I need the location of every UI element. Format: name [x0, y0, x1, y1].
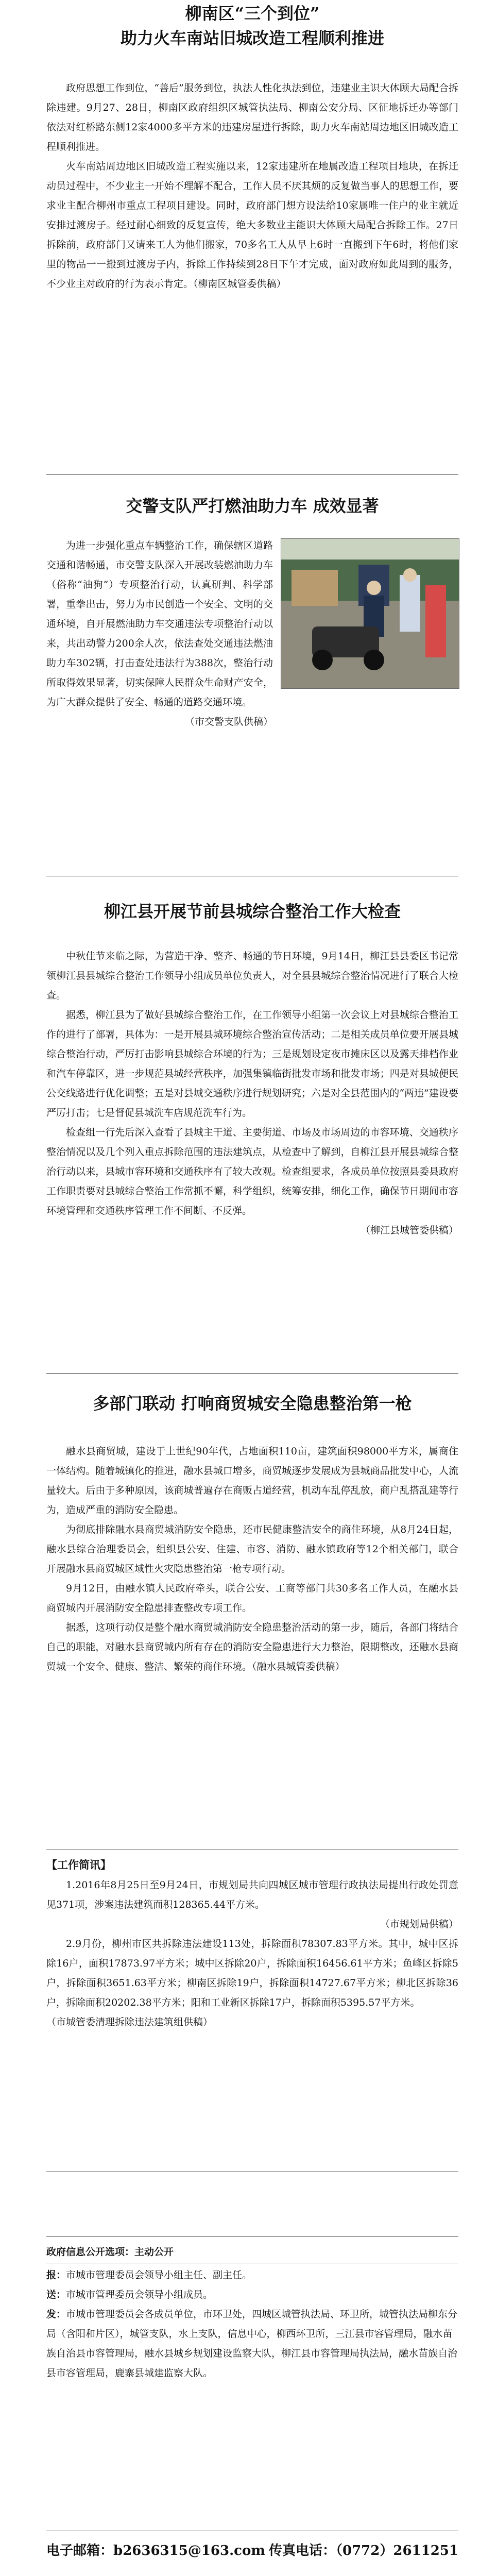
send-value: 市城市管理委员会领导小组成员。 [66, 2289, 213, 2300]
article3-source: （柳江县城管委供稿） [360, 1225, 458, 1236]
article3-paragraph: 检查组一行先后深入查看了县城主干道、主要街道、市场及市场周边的市容环境、交通秩序整治情况以及几个列入重点拆除范围的违法建筑点，从检查中了解到，自柳江县开展县城综合整治行动以来，县城市容环境和交通秩序有了较大改观。检查组要求，各成员单位按照县委县政府工作职责要对县城综合整治工作常抓不懈，科学组织，统筹安排，细化工作，确保节日期间市容环境管理和交通秩序管理工作不间断、不反弹。 [46, 1127, 458, 1216]
article1-source: （柳南区城管委供稿） [193, 278, 286, 290]
distribution-info [46, 2242, 458, 2383]
article4-title: 多部门联动 打响商贸城安全隐患整治第一枪 [93, 1394, 412, 1413]
article-liunan [46, 0, 458, 294]
article3-title: 柳江县开展节前县城综合整治工作大检查 [104, 902, 401, 921]
article4-paragraph: 为彻底排除融水县商贸城消防安全隐患，还市民健康整洁安全的商住环境，从8月24日起，融水县综合治理委员会，组织县公安、住建、市容、消防、融水镇政府等12个相关部门，联合开展融水县商贸城区域性火灾隐患整治第一枪专项行动。 [46, 1524, 458, 1574]
traffic-enforcement-photo [281, 538, 459, 689]
article-liujiang [46, 899, 458, 1240]
article3-paragraph: 中秋佳节来临之际，为营造干净、整齐、畅通的节日环境，9月14日，柳江县县委区书记常领柳江县县城综合整治工作领导小组成员单位负责人，对全县县城综合整治情况进行了联合大检查。 [46, 951, 458, 1001]
report-row [46, 2265, 458, 2285]
publicity-label: 政府信息公开选项： [46, 2246, 135, 2258]
issue-value: 市城市管理委员会各成员单位，市环卫处，四城区城管执法局、环卫所，城管执法局柳东分局（含阳和片区），城管支队，水上支队，信息中心，柳西环卫所，三江县市容管理局，融水苗族自治县市容管理局，融水县城乡规划建设监察大队，柳江县市容管理局执法局，融水苗族自治县市容管理局，鹿寨县城建监察大队。 [46, 2309, 458, 2379]
article1-paragraph: 火车南站周边地区旧城改造工程实施以来，12家违建所在地属改造工程项目地块，在拆迁动员过程中，不少业主一开始不理解不配合，工作人员不厌其烦的反复做当事人的思想工作，要求业主配合柳州市重点工程项目建设。同时，政府部门想方设法给10家属唯一住户的业主就近安排过渡房子。经过耐心细致的反复宣传，绝大多数业主能识大体顾大局配合拆除工作。27日拆除前，政府部门又请来工人为他们搬家，70多名工人从早上6时一直搬到下午6时，将他们家里的物品一一搬到过渡房子内，拆除工作持续到28日下午才完成，面对政府如此周到的服务，不少业主对政府的行为表示肯定。（柳南区城管委供稿） [46, 161, 458, 290]
article1-paragraph: 政府思想工作到位，“善后”服务到位，执法人性化执法到位，违建业主识大体顾大局配合拆除违建。9月27、28日，柳南区政府组织区城管执法局、柳南公安分局、区征地拆迁办等部门依法对红桥路东侧12家4000多平方米的违建房屋进行拆除，助力火车南站周边地区旧城改造工程顺利推进。 [46, 82, 458, 152]
work-brief-item: 2.9月份，柳州市区共拆除违法建设113处，拆除面积78307.83平方米。其中，城中区拆除16户，面积17873.97平方米；城中区拆除20户，拆除面积16456.61平方米；鱼峰区拆除5户，拆除面积3651.63平方米；柳南区拆除19户，拆除面积14727.67平方米；柳北区拆除36户，拆除面积20202.38平方米；阳和工业新区拆除17户，拆除面积5395.57平方米。 [46, 1938, 458, 2008]
article4-paragraph: 融水县商贸城，建设于上世纪90年代，占地面积110亩，建筑面积98000平方米，属商住一体结构。随着城镇化的推进，融水县城口增多，商贸城逐步发展成为县城商品批发中心，人流量较大。后由于多种原因，该商城普遍存在商贩占道经营，机动车乱停乱放，商户乱搭乱建等行为，造成严重的消防安全隐患。 [46, 1446, 458, 1516]
article2-body [46, 536, 273, 732]
report-label: 报： [46, 2269, 66, 2281]
send-label: 送： [46, 2289, 66, 2300]
publicity-value: 主动公开 [134, 2246, 174, 2258]
contact-footer [46, 2540, 458, 2559]
work-brief-source: （市规划局供稿） [380, 1919, 458, 1930]
work-brief-source: （市城管委清理拆除违法建筑组供稿） [46, 2016, 213, 2028]
fax-number: （0772）2611251 [336, 2543, 458, 2558]
article-rongshui [46, 1391, 458, 1676]
work-brief-item: 1.2016年8月25日至9月24日，市规划局共向四城区城市管理行政执法局提出行政处罚意见371项，涉案违法建筑面积128365.44平方米。 [46, 1879, 458, 1910]
issue-label: 发： [46, 2309, 66, 2320]
article2-source: （市交警支队供稿） [184, 716, 273, 727]
article-traffic-police [46, 494, 458, 518]
publicity-row [46, 2242, 458, 2262]
issue-row [46, 2304, 458, 2383]
work-brief [46, 1855, 458, 2032]
report-value: 市城市管理委员会领导小组主任、副主任。 [66, 2269, 252, 2281]
article1-title-line1: 柳南区“三个到位” [185, 4, 320, 23]
article2-title: 交警支队严打燃油助力车 成效显著 [126, 496, 379, 516]
fax-contact [269, 2540, 458, 2559]
article4-paragraph: 据悉，这项行动仅是整个融水商贸城消防安全隐患整治活动的第一步，随后，各部门将结合自己的职能，对融水县商贸城内所有存在的消防安全隐患进行大力整治，限期整改，还融水县商贸城一个安全、健康、整洁、繁荣的商住环境。（融水县城管委供稿） [46, 1622, 458, 1672]
article3-paragraph: 据悉，柳江县为了做好县城综合整治工作，在工作领导小组第一次会议上对县城综合整治工作的进行了部署，具体为：一是开展县城环境综合整治宣传活动；二是相关成员单位要开展县城综合整治行动，严厉打击影响县城综合环境的行为；三是规划设定夜市摊床区以及露天排档作业和汽车停靠区，进一步规范县城经营秩序，加强集镇临街批发市场和批发市场；四是对县城便民公交线路进行优化调整；五是对县城交通秩序进行规划研究；六是对全县范围内的“两违”建设要严厉打击；七是督促县城洗车店规范洗车行为。 [46, 1009, 458, 1118]
email-address[interactable]: b2636315@163.com [113, 2543, 265, 2558]
email-label: 电子邮箱： [46, 2543, 114, 2558]
send-row [46, 2285, 458, 2304]
divider [46, 1373, 458, 1374]
article4-paragraph: 9月12日，由融水镇人民政府牵头，联合公安、工商等部门共30多名工作人员，在融水县商贸城内开展消防安全隐患排查整改专项工作。 [46, 1583, 458, 1614]
email-contact [46, 2540, 265, 2559]
article1-title-line2: 助力火车南站旧城改造工程顺利推进 [120, 28, 384, 48]
fax-label: 传真电话： [268, 2543, 336, 2558]
work-brief-header: 【工作简讯】 [46, 1858, 111, 1871]
article2-paragraph: 为进一步强化重点车辆整治工作，确保辖区道路交通和谐畅通，市交警支队深入开展改装燃油助力车（俗称“油狗”）专项整治行动，认真研判、科学部署，重拳出击，努力为市民创造一个安全、文明的交通环境，自开展燃油助力车交通违法专项整治行动以来，共出动警力200余人次，依法查处交通违法燃油助力车302辆，打击查处违法行为388次，整治行动所取得效果显著，切实保障人民群众生命财产安全，为广大群众提供了安全、畅通的道路交通环境。 [46, 540, 273, 708]
article4-source: （融水县城管委供稿） [252, 1661, 345, 1672]
